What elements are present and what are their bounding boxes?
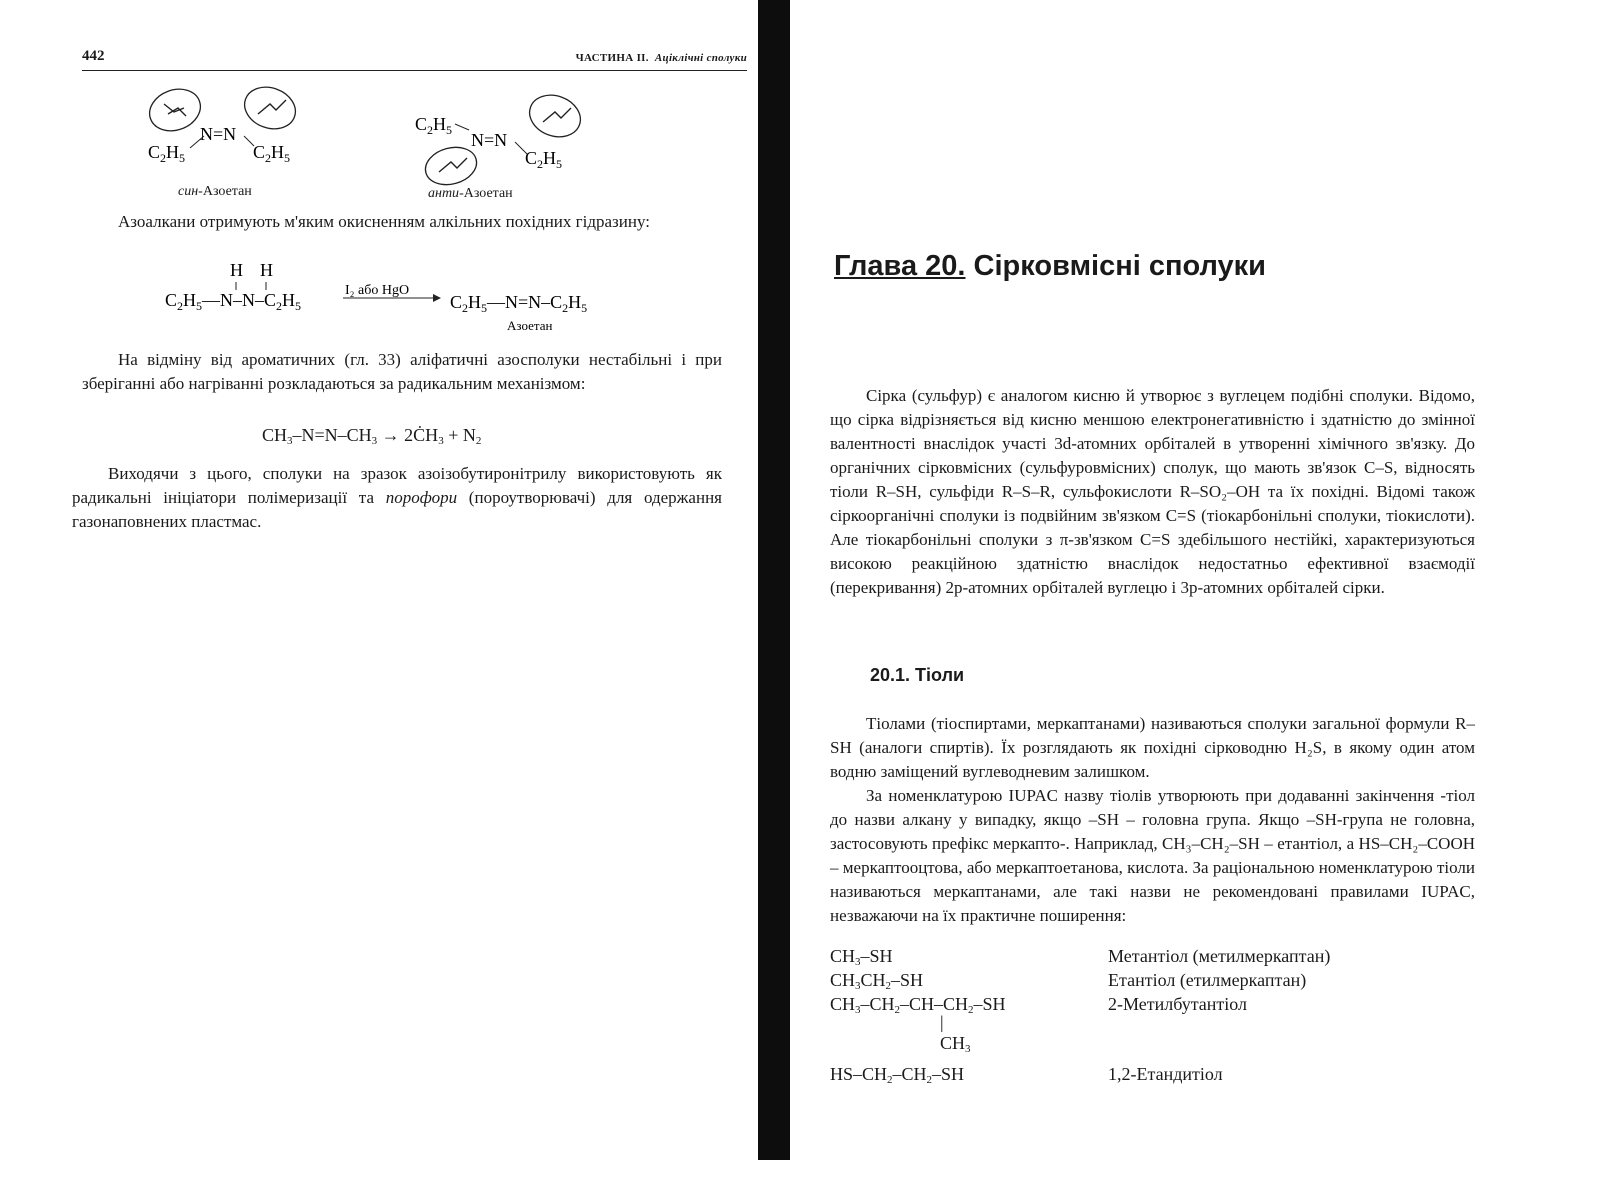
svg-text:N=N: N=N — [200, 124, 237, 144]
svg-text:C2H5: $C_2H_5$ — [525, 148, 563, 171]
azomethane-decomposition-equation: $CH_3-N=N-CH_3$ → $2ĊH_3 + N_2$ — [262, 425, 482, 447]
compound-formula: $HS-CH_2-CH_2-SH$ — [830, 1064, 965, 1086]
svg-text:Азоетан: Азоетан — [507, 318, 553, 333]
left-page — [0, 0, 760, 1181]
svg-text:C2H5: $C_2H_5$ — [253, 142, 291, 165]
compound-formula: $CH_3-CH_2-CH-CH_2-SH$ — [830, 994, 1006, 1016]
syn-azoethane-caption: син-Азоетан — [178, 184, 252, 199]
svg-text:C2H5: $C_2H_5$ — [415, 114, 453, 137]
page-number: 442 — [82, 48, 105, 64]
compound-name: 1,2-Етандитіол — [1108, 1064, 1223, 1084]
azoethane-isomers-figure — [120, 80, 640, 190]
paragraph-thiols-nomenclature: За номенклатурою IUPAC назву тіолів утворюють при додаванні закінчення -тіол до назви алкану у випадку, якщо –SH – головна група. Якщо –SH-група не головна, застосовують префікс меркапто-. Наприклад, CH₃–CH₂–SH – етантіол, а HS–CH₂–COOH – меркаптооцтова, або меркаптоетанова, кислота. За раціональною номенклатурою тіоли називаються меркаптанами, але такі назви не рекомендовані правилами IUPAC, незважаючи на їх практичне поширення: — [830, 786, 1475, 925]
svg-text:H: H — [260, 260, 273, 280]
compound-name: Етантіол (етилмеркаптан) — [1108, 970, 1307, 990]
book-spine-shadow — [758, 0, 790, 1160]
compound-formula: $CH_3CH_2-SH$ — [830, 970, 924, 992]
svg-text:C2H5—N=N–C2H5: $C_2H_5—N=N-C_2H_5$ — [450, 292, 588, 315]
syn-azoethane-structure — [144, 80, 302, 165]
paragraph-azoalkanes: Азоалкани отримують м'яким окисненням алкільних похідних гідразину: — [118, 212, 650, 231]
compound-name: 2-Метилбутантіол — [1108, 994, 1248, 1014]
hydrazine-oxidation-reaction — [165, 256, 635, 336]
paragraph-radical-initiators: Виходячи з цього, сполуки на зразок азоізобутиронітрилу використовують як радикальні ініціатори полімеризації та порофори (пороутворювачі) для одержання газонаповнених пластмас. — [72, 464, 722, 531]
paragraph-thiols-definition: Тіолами (тіоспиртами, меркаптанами) називаються сполуки загальної формули R–SH (аналоги спиртів). Їх розглядають як похідні сірководню H₂S, в якому один атом водню заміщений вуглеводневим залишком. — [830, 714, 1475, 781]
svg-text:C2H5: $C_2H_5$ — [148, 142, 186, 165]
page-header — [82, 48, 747, 71]
svg-text:C2H5—N–N–C2H5: $C_2H_5—N-N-C_2H_5$ — [165, 290, 302, 313]
right-page — [790, 0, 1605, 1181]
section-title-thiols: 20.1. Тіоли — [870, 665, 965, 685]
paragraph-instability: На відміну від ароматичних (гл. 33) аліфатичні азосполуки нестабільні і при зберіганні або нагріванні розкладаються за радикальним механізмом: — [82, 350, 722, 393]
methyl-branch: | $CH_3$ — [940, 1012, 971, 1055]
compound-row — [830, 994, 1470, 1055]
compound-formula: $CH_3-SH$ — [830, 946, 893, 968]
running-head: ЧАСТИНА II. Аціклічні сполуки — [575, 52, 747, 64]
anti-azoethane-caption: анти-Азоетан — [428, 186, 513, 201]
anti-azoethane-structure — [415, 88, 586, 190]
svg-text:H: H — [230, 260, 243, 280]
paragraph-sulfur-intro: Сірка (сульфур) є аналогом кисню й утворює з вуглецем подібні сполуки. Відомо, що сірка відрізняється від кисню меншою електронегативністю і здатністю до змінної валентності внаслідок участі 3d-атомних орбіталей в утворенні хімічного зв'язку. До органічних сірковмісних (сульфуровмісних) сполук, що мають зв'язок C–S, відносять тіоли R–SH, сульфіди R–S–R, сульфокислоти R–SO₂–OH та їх похідні. Відомі також сіркоорганічні сполуки із подвійним зв'язком C=S (тіокарбонільні сполуки, тіокислоти). Але тіокарбонільні сполуки з π-зв'язком C=S здебільшого нестійкі, характеризуються високою реакційною здатністю внаслідок недостатньо ефективної взаємодії (перекривання) 2p-атомних орбіталей вуглецю і 3p-атомних орбіталей сірки. — [830, 386, 1475, 597]
compound-name: Метантіол (метилмеркаптан) — [1108, 946, 1331, 966]
chapter-title: Глава 20. Сірковмісні сполуки — [834, 250, 1266, 282]
svg-text:N=N: N=N — [471, 130, 508, 150]
svg-text:I₂ або HgO: I₂ або HgO — [345, 283, 410, 298]
